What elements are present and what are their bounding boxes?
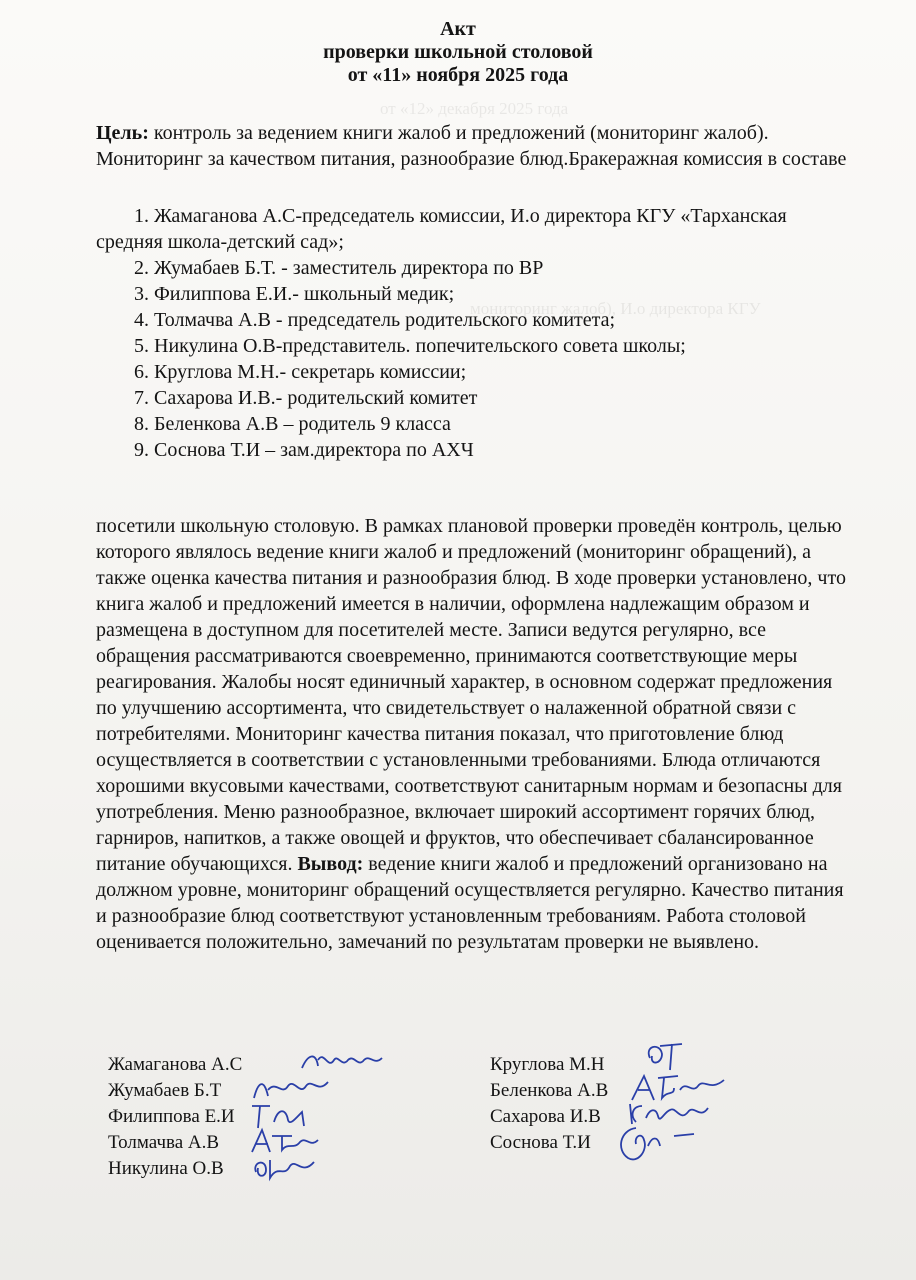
member-item: 8. Беленкова А.В – родитель 9 класса [134,413,451,435]
member-item: 5. Никулина О.В-представитель. попечительского совета школы; [134,335,686,357]
title-date: от «11» ноября 2025 года [347,64,569,86]
member-item: 3. Филиппова Е.И.- школьный медик; [134,283,455,305]
member-item: 1. Жамаганова А.С-председатель комиссии, И.о директора КГУ «Тарханская средняя школа-детский сад»; [96,205,787,253]
handwritten-signature [248,1150,322,1184]
member-item: 7. Сахарова И.В.- родительский комитет [134,387,478,409]
signatory-name: Беленкова А.В [490,1080,609,1101]
member-item: 2. Жумабаев Б.Т. - заместитель директора по ВР [134,257,544,279]
purpose-text: контроль за ведением книги жалоб и предложений (мониторинг жалоб). Мониторинг за качеством питания, разнообразие блюд.Бракеражная комиссия в составе [96,122,847,170]
conclusion-label: Вывод: [297,853,364,875]
title-line: проверки школьной столовой [323,41,593,63]
title-line: Акт [440,18,476,40]
member-item: 9. Соснова Т.И – зам.директора по АХЧ [134,439,474,461]
bleed-through-text: от «12» декабря 2025 года [380,99,569,118]
member-item: 4. Толмачва А.В - председатель родительского комитета; [134,309,616,331]
signatures-right-column [490,1052,850,1156]
purpose-paragraph [96,120,856,172]
bleed-through-text: мониторинг жалоб), И.о директора КГУ [470,299,761,318]
signature-row [490,1130,850,1156]
main-text: посетили школьную столовую. В рамках плановой проверки проведён контроль, целью которого являлось ведение книги жалоб и предложений (мониторинг обращений), а также оценка качества питания и разнообразия блюд. В ходе проверки установлено, что книга жалоб и предложений имеется в наличии, оформлена надлежащим образом и размещена в доступном для посетителей месте. Записи ведутся регулярно, все обращения рассматриваются своевременно, принимаются соответствующие меры реагирования. Жалобы носят единичный характер, в основном содержат предложения по улучшению ассортимента, что свидетельствует о налаженной обратной связи с потребителями. Мониторинг качества питания показал, что приготовление блюд осуществляется в соответствии с установленными требованиями. Блюда отличаются хорошими вкусовыми качествами, соответствуют санитарным нормам и безопасны для употребления. Меню разнообразное, включает широкий ассортимент горячих блюд, гарниров, напитков, а также овощей и фруктов, что обеспечивает сбалансированное питание обучающихся. [96,515,846,875]
handwritten-signature [614,1120,704,1166]
signatory-name: Сахарова И.В [490,1106,601,1127]
document-title [0,18,916,87]
signatory-name: Толмачва А.В [108,1132,220,1153]
main-paragraph [96,513,856,955]
purpose-label: Цель: [96,122,149,144]
signatory-name: Никулина О.В [108,1158,224,1179]
conclusion-text: ведение книги жалоб и предложений организовано на должном уровне, мониторинг обращений осуществляется регулярно. Качество питания и разнообразие блюд соответствуют установленным требованиям. Работа столовой оценивается положительно, замечаний по результатам проверки не выявлено. [96,853,844,953]
member-item: 6. Круглова М.Н.- секретарь комиссии; [134,361,467,383]
signatures-left-column [108,1052,468,1182]
signatory-name: Филиппова Е.И [108,1106,235,1127]
signature-row [108,1156,468,1182]
signatory-name: Жамаганова А.С [108,1054,243,1075]
signatory-name: Соснова Т.И [490,1132,591,1153]
signatory-name: Жумабаев Б.Т [108,1080,222,1101]
commission-members-list [96,203,856,463]
signatory-name: Круглова М.Н [490,1054,605,1075]
